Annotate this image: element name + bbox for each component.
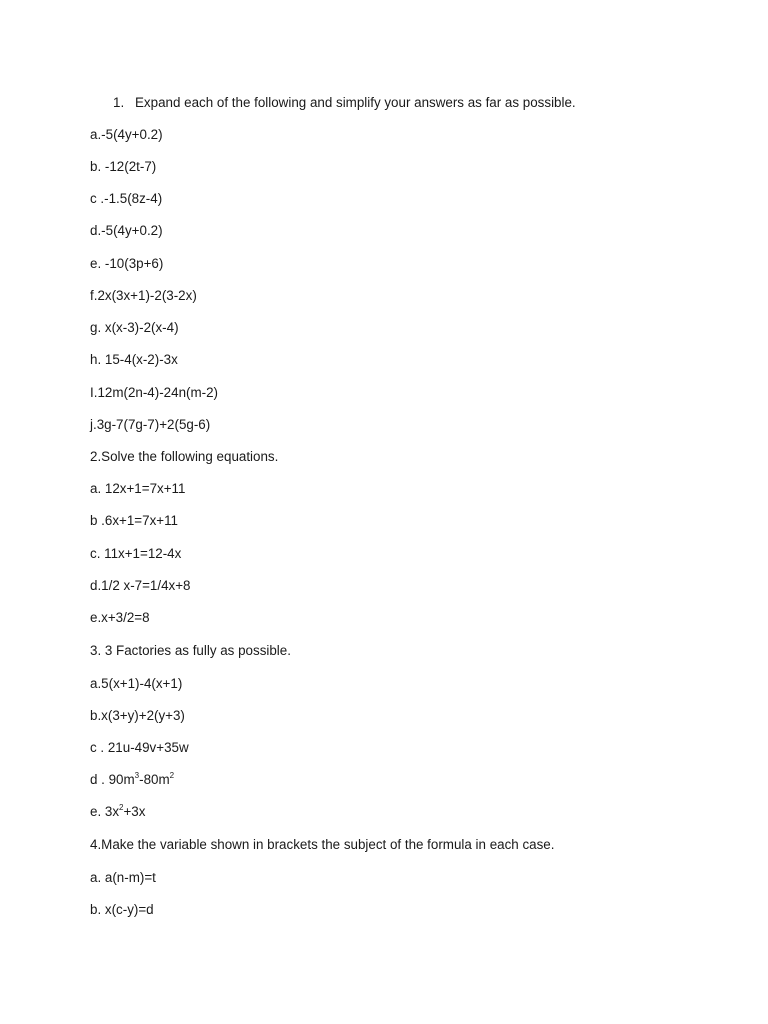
q2-item-a: a. 12x+1=7x+11 (90, 481, 186, 496)
q3-item-b: b.x(3+y)+2(y+3) (90, 708, 185, 723)
q3-item-e (90, 804, 145, 820)
q1-item-g: g. x(x-3)-2(x-4) (90, 320, 179, 335)
q1-item-h: h. 15-4(x-2)-3x (90, 352, 178, 367)
q3-item-e-suffix: +3x (123, 804, 146, 819)
q1-item-d: d.-5(4y+0.2) (90, 223, 163, 238)
q3-heading: 3. 3 Factories as fully as possible. (90, 643, 291, 658)
q1-item-c: c .-1.5(8z-4) (90, 191, 163, 206)
q3-item-d-middle: -80m (139, 772, 170, 787)
q3-item-d (90, 772, 174, 788)
q1-heading-text: Expand each of the following and simplify your answers as far as possible. (135, 95, 576, 110)
q3-item-d-prefix: d . 90m (90, 772, 135, 787)
q4-heading: 4.Make the variable shown in brackets the subject of the formula in each case. (90, 837, 555, 852)
q1-item-a: a.-5(4y+0.2) (90, 127, 163, 142)
q3-item-a: a.5(x+1)-4(x+1) (90, 676, 183, 691)
q3-item-d-exponent-2: 2 (169, 771, 175, 780)
q1-item-b: b. -12(2t-7) (90, 159, 157, 174)
q3-item-e-prefix: e. 3x (90, 804, 120, 819)
q1-number: 1. (113, 95, 125, 110)
q2-item-c: c. 11x+1=12-4x (90, 546, 182, 561)
q1-item-e: e. -10(3p+6) (90, 256, 164, 271)
q2-item-e: e.x+3/2=8 (90, 610, 150, 625)
q3-item-e-exponent: 2 (119, 803, 124, 812)
q3-item-c: c . 21u-49v+35w (90, 740, 189, 755)
q2-item-d: d.1/2 x-7=1/4x+8 (90, 578, 191, 593)
q3-item-d-exponent-1: 3 (134, 771, 140, 780)
q4-item-a: a. a(n-m)=t (90, 870, 156, 885)
q2-heading: 2.Solve the following equations. (90, 449, 279, 464)
q4-item-b: b. x(c-y)=d (90, 902, 154, 917)
q2-item-b: b .6x+1=7x+11 (90, 513, 178, 528)
q1-item-i: I.12m(2n-4)-24n(m-2) (90, 385, 218, 400)
q1-item-f: f.2x(3x+1)-2(3-2x) (90, 288, 197, 303)
q1-item-j: j.3g-7(7g-7)+2(5g-6) (90, 417, 211, 432)
q1-heading (113, 95, 576, 111)
